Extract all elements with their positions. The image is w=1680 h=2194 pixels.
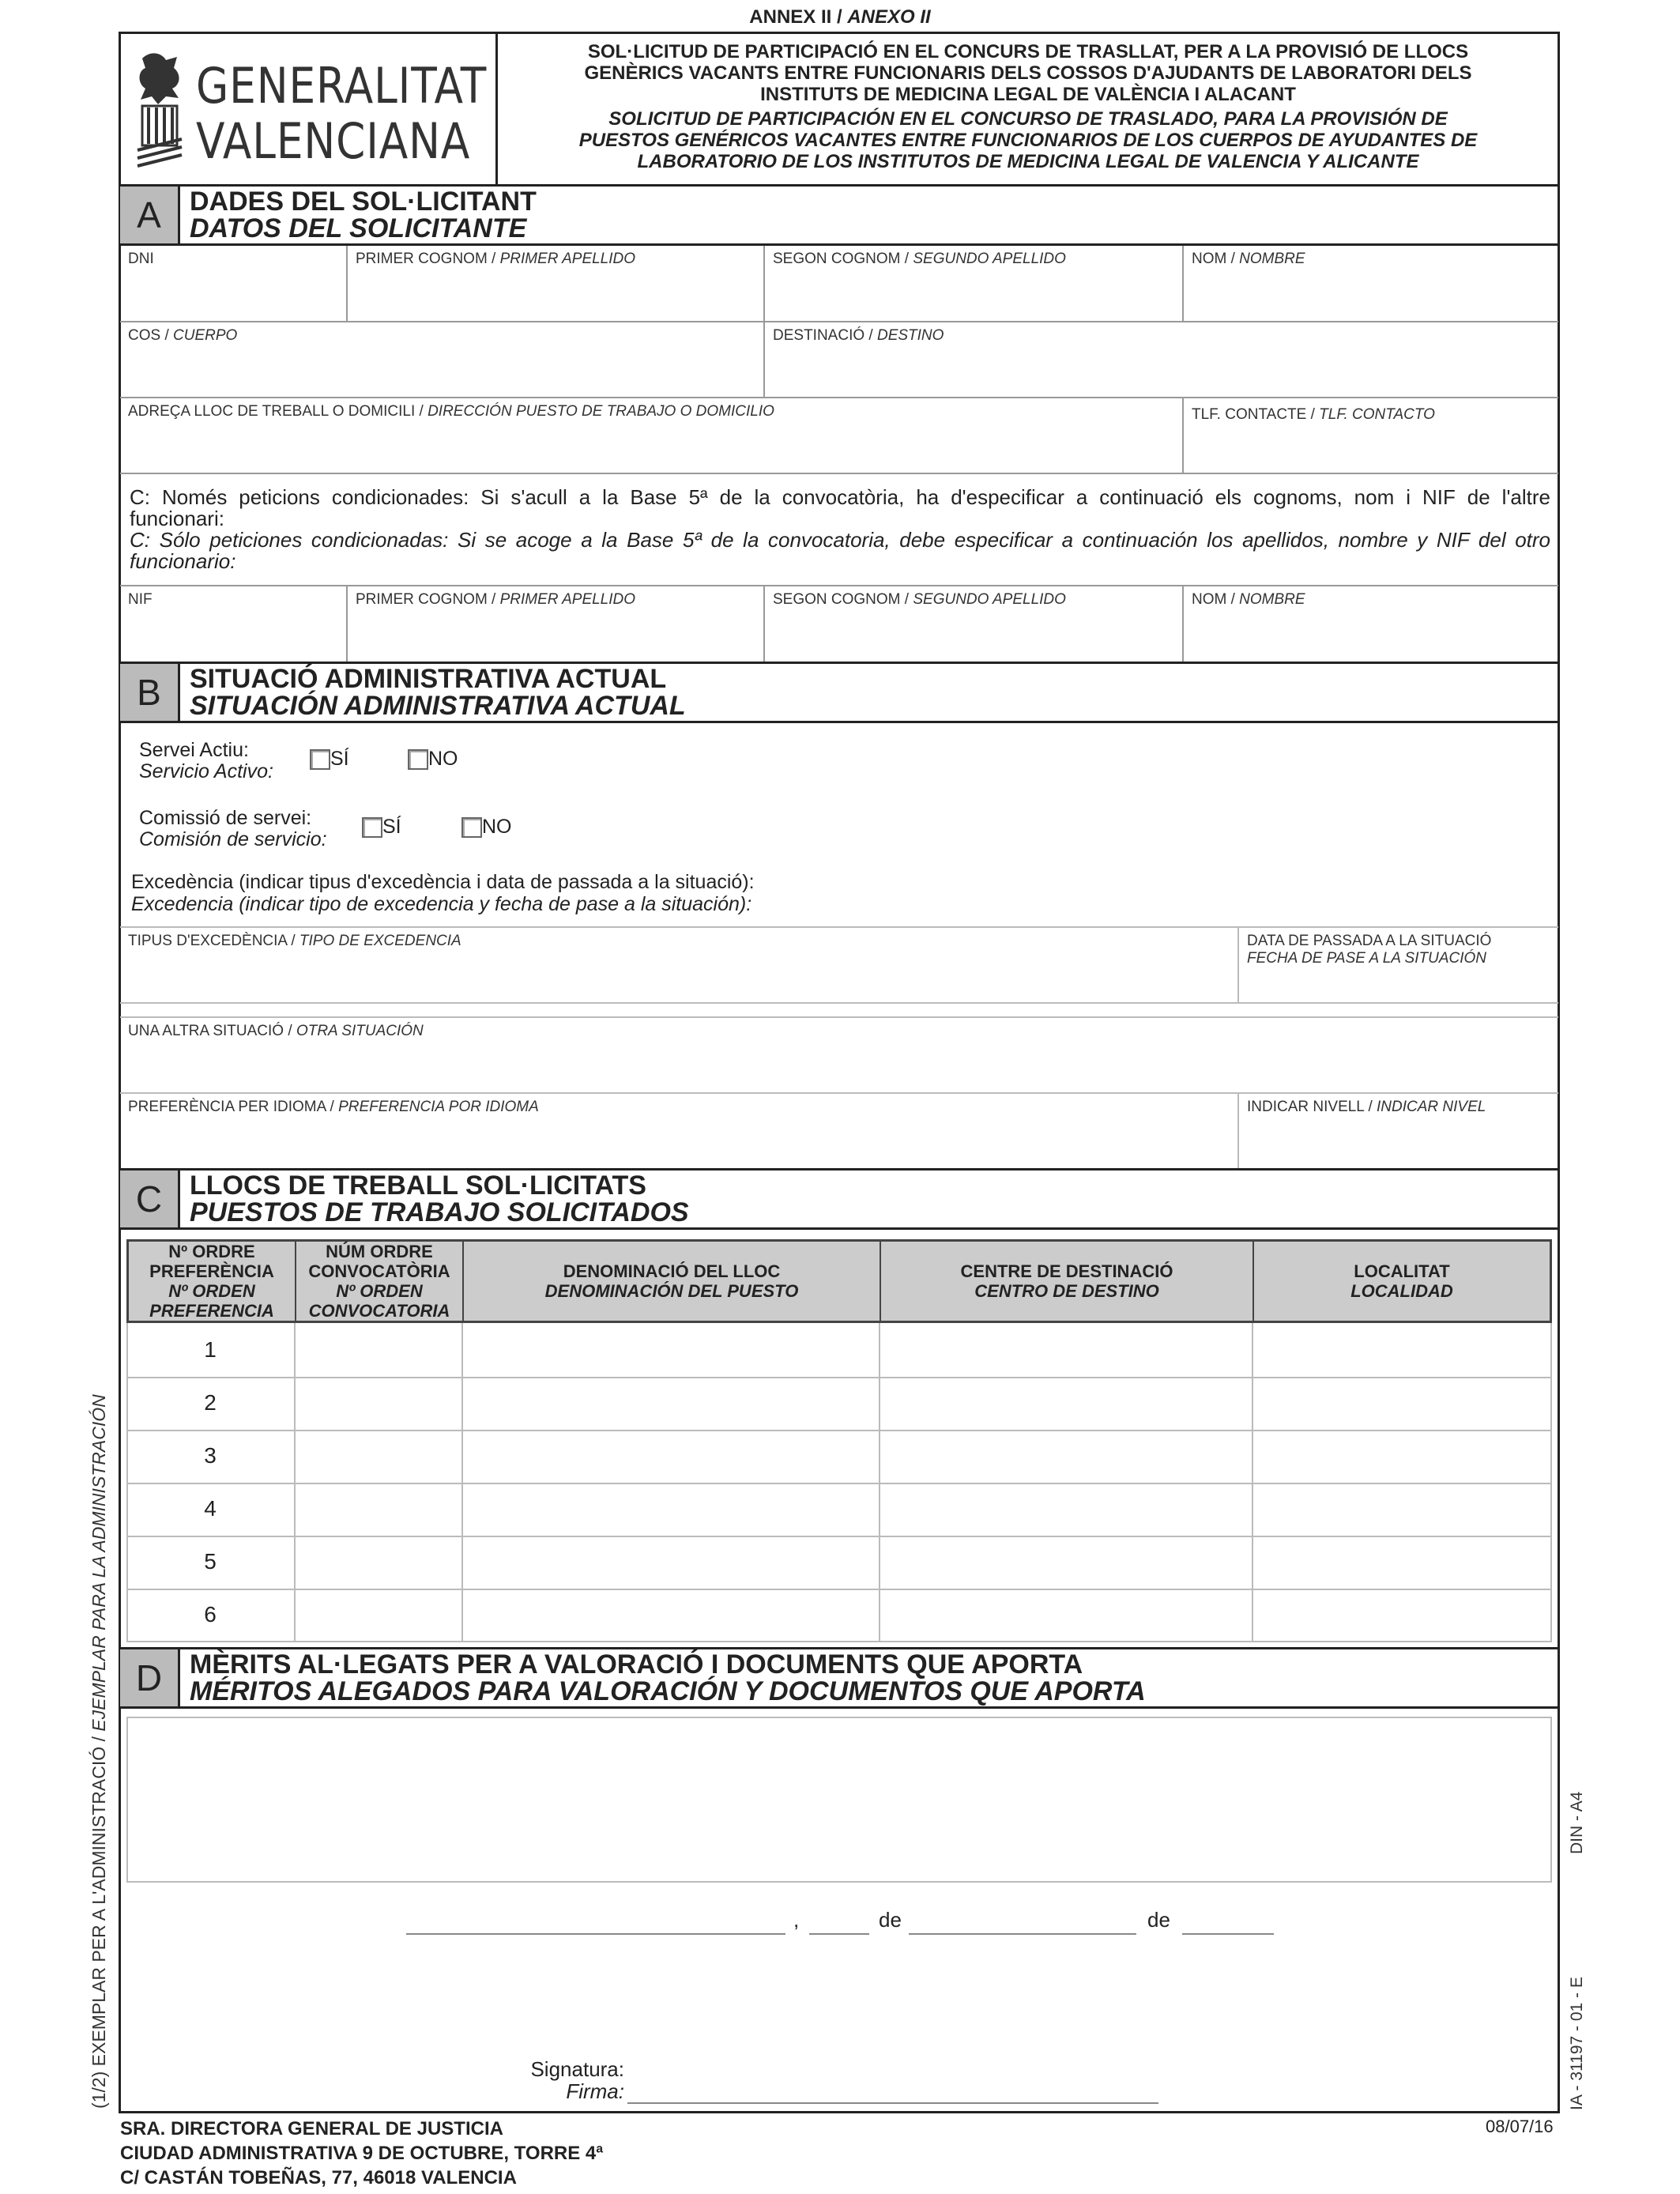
section-d-header xyxy=(120,1647,1558,1709)
divider xyxy=(126,1536,1550,1537)
recipient-address: SRA. DIRECTORA GENERAL DE JUSTICIA CIUDAD ADMINISTRATIVA 9 DE OCTUBRE, TORRE 4ª C/ CASTÁN TOBEÑAS, 77, 46018 VALENCIA xyxy=(120,2118,604,2188)
logo-line2: VALENCIANA xyxy=(196,112,471,170)
altra-situacio-field[interactable]: UNA ALTRA SITUACIÓ / OTRA SITUACIÓN xyxy=(120,1018,1558,1094)
divider xyxy=(126,1377,1550,1378)
section-title: DADES DEL SOL·LICITANT DATOS DEL SOLICITANTE xyxy=(190,187,537,243)
year-field[interactable] xyxy=(1182,1933,1274,1935)
preferencia-idioma-field[interactable]: PREFERÈNCIA PER IDIOMA / PREFERENCIA POR IDIOMA xyxy=(120,1094,1239,1170)
form-code: IA - 31197 - 01 - E xyxy=(1568,1977,1586,2110)
checkbox[interactable] xyxy=(408,749,428,770)
checkbox[interactable] xyxy=(461,817,482,838)
table-row-number: 3 xyxy=(204,1443,217,1468)
data-passada-field[interactable]: DATA DE PASSADA A LA SITUACIÓ FECHA DE PASE A LA SITUACIÓN xyxy=(1239,928,1558,1004)
col-orden-convocatoria: NÚM ORDRE CONVOCATÒRIA Nº ORDEN CONVOCATORIA xyxy=(296,1242,464,1321)
generalitat-emblem-icon xyxy=(134,51,185,169)
nom-field[interactable]: NOM / NOMBRE xyxy=(1184,246,1558,322)
divider xyxy=(126,1589,1550,1590)
checkbox[interactable] xyxy=(310,749,330,770)
section-letter: A xyxy=(120,187,180,243)
signature-label: Signatura: Firma: xyxy=(530,2057,624,2103)
logo-line1: GENERALITAT xyxy=(196,57,488,115)
section-letter: C xyxy=(120,1171,180,1227)
month-field[interactable] xyxy=(909,1933,1136,1935)
logo xyxy=(120,33,498,185)
paper-size: DIN - A4 xyxy=(1568,1791,1586,1854)
form-date: 08/07/16 xyxy=(1486,2117,1554,2136)
conditional-note: C: Només peticions condicionades: Si s'acull a la Base 5ª de la convocatòria, ha d'especificar a continuació els cognoms, nom i NIF de l'altre funcionari: C: Sólo peticiones condicionadas: Si se acoge a la Base 5ª de la convocatoria, debe especificar a continuación los apellidos, nombre y NIF del otro funcionario: xyxy=(130,485,1550,573)
adreca-field[interactable]: ADREÇA LLOC DE TREBALL O DOMICILI / DIRECCIÓN PUESTO DE TRABAJO O DOMICILIO xyxy=(120,398,1184,474)
col-denominacio: DENOMINACIÓ DEL LLOC DENOMINACIÓN DEL PUESTO xyxy=(464,1242,881,1321)
section-title: MÈRITS AL·LEGATS PER A VALORACIÓ I DOCUMENTS QUE APORTA MÉRITOS ALEGADOS PARA VALORACIÓN Y DOCUMENTOS QUE APORTA xyxy=(190,1649,1146,1706)
servei-actiu-label: Servei Actiu: Servicio Activo: xyxy=(139,739,273,782)
dni-field[interactable]: DNI xyxy=(120,246,348,322)
form-title: SOL·LICITUD DE PARTICIPACIÓ EN EL CONCURS DE TRASLLAT, PER A LA PROVISIÓ DE LLOCS GENÈRICS VACANTS ENTRE FUNCIONARIS DELS COSSOS D'AJUDANTS DE LABORATORI DELS INSTITUTS DE MEDICINA LEGAL DE VALÈNCIA I ALACANT SOLICITUD DE PARTICIPACIÓN EN EL CONCURSO DE TRASLADO, PARA LA PROVISIÓN DE PUESTOS GENÉRICOS VACANTES ENTRE FUNCIONARIOS DE LOS CUERPOS DE AYUDANTES DE LABORATORIO DE LOS INSTITUTOS DE MEDICINA LEGAL DE VALENCIA Y ALICANTE xyxy=(578,41,1478,172)
indicar-nivell-field[interactable]: INDICAR NIVELL / INDICAR NIVEL xyxy=(1247,1099,1486,1115)
positions-table-header xyxy=(126,1239,1552,1323)
date-de-1: de xyxy=(879,1908,902,1932)
cos-field[interactable]: COS / CUERPO xyxy=(120,322,765,398)
divider xyxy=(126,1430,1550,1431)
col-centre-destinacio: CENTRE DE DESTINACIÓ CENTRO DE DESTINO xyxy=(881,1242,1254,1321)
cond-segon-cognom-field[interactable]: SEGON COGNOM / SEGUNDO APELLIDO xyxy=(765,586,1184,662)
place-field[interactable] xyxy=(406,1933,785,1935)
comissio-no-option[interactable]: NO xyxy=(461,816,512,839)
section-a-header xyxy=(120,184,1558,246)
copy-designation: (1/2) EXEMPLAR PER A L'ADMINISTRACIÓ / EJEMPLAR PARA LA ADMINISTRACIÓN xyxy=(89,1394,109,2109)
comissio-si-option[interactable]: SÍ xyxy=(362,816,401,839)
cond-nom-field[interactable]: NOM / NOMBRE xyxy=(1192,591,1305,608)
section-title: LLOCS DE TREBALL SOL·LICITATS PUESTOS DE TRABAJO SOLICITADOS xyxy=(190,1171,689,1227)
section-title: SITUACIÓ ADMINISTRATIVA ACTUAL SITUACIÓN ADMINISTRATIVA ACTUAL xyxy=(190,664,686,721)
col-orden-preferencia: Nº ORDRE PREFERÈNCIA Nº ORDEN PREFERENCIA xyxy=(129,1242,296,1321)
table-row-number: 1 xyxy=(204,1337,217,1362)
section-letter: B xyxy=(120,664,180,721)
merits-textarea[interactable] xyxy=(126,1717,1552,1883)
col-localitat: LOCALITAT LOCALIDAD xyxy=(1350,1261,1453,1301)
date-de-2: de xyxy=(1147,1908,1170,1932)
table-row-number: 5 xyxy=(204,1549,217,1574)
servei-si-option[interactable]: SÍ xyxy=(310,748,349,771)
table-row-number: 4 xyxy=(204,1496,217,1521)
annex-title: ANNEX II / ANEXO II xyxy=(749,6,931,28)
divider xyxy=(126,1483,1550,1484)
day-field[interactable] xyxy=(809,1933,869,1935)
excedencia-note: Excedència (indicar tipus d'excedència i data de passada a la situació): Excedencia (indicar tipo de excedencia y fecha de pase a la situación): xyxy=(131,871,755,915)
date-comma: , xyxy=(793,1908,800,1932)
table-row-number: 6 xyxy=(204,1602,217,1627)
section-letter: D xyxy=(120,1649,180,1706)
primer-cognom-field[interactable]: PRIMER COGNOM / PRIMER APELLIDO xyxy=(348,246,765,322)
segon-cognom-field[interactable]: SEGON COGNOM / SEGUNDO APELLIDO xyxy=(765,246,1184,322)
section-c-header xyxy=(120,1168,1558,1230)
header-block xyxy=(120,33,1558,185)
section-b-header xyxy=(120,662,1558,723)
cond-primer-cognom-field[interactable]: PRIMER COGNOM / PRIMER APELLIDO xyxy=(348,586,765,662)
checkbox[interactable] xyxy=(362,817,382,838)
comissio-label: Comissió de servei: Comisión de servicio: xyxy=(139,807,327,850)
servei-no-option[interactable]: NO xyxy=(408,748,458,771)
signature-field[interactable] xyxy=(627,2102,1158,2104)
destinacio-field[interactable]: DESTINACIÓ / DESTINO xyxy=(765,322,1558,398)
nif-field[interactable]: NIF xyxy=(120,586,348,662)
table-row-number: 2 xyxy=(204,1390,217,1415)
tipus-excedencia-field[interactable]: TIPUS D'EXCEDÈNCIA / TIPO DE EXCEDENCIA xyxy=(120,928,1239,1004)
telefon-field[interactable]: TLF. CONTACTE / TLF. CONTACTO xyxy=(1184,398,1558,474)
